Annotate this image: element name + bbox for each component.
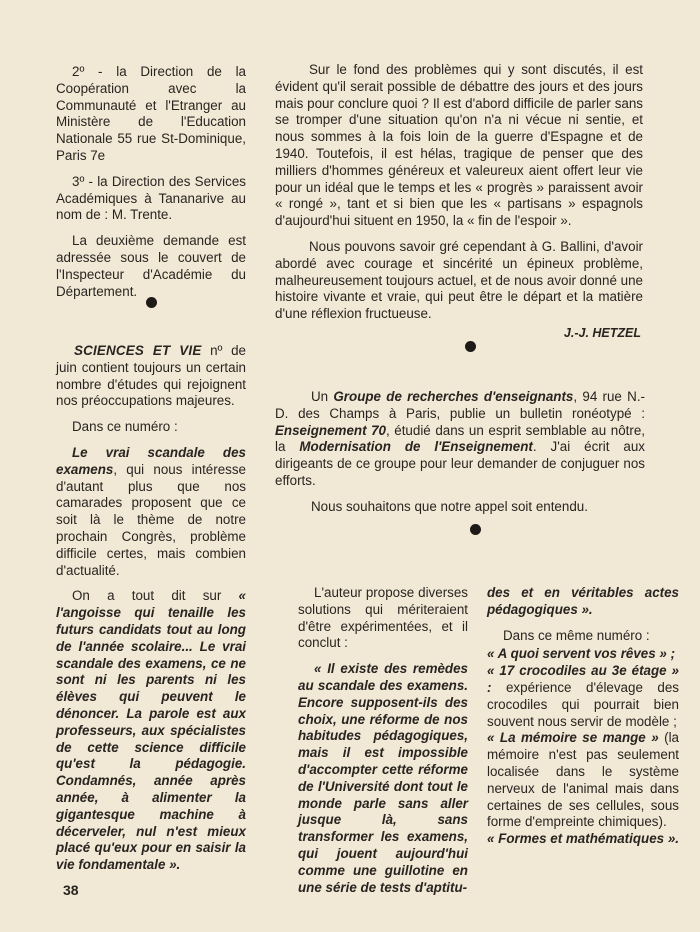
bulletin-name: Enseignement 70 (275, 422, 386, 438)
article-scandale-text: , qui nous intéresse d'autant plus que nos camarades proposent que ce soit là le thème de notre prochain Congrès, problème difficile certes, mais combien d'actualité. (56, 461, 246, 578)
magazine-intro-text: nº de juin contient toujours un certain nombre d'études qui rejoignent nos préoccupations majeures. (56, 343, 246, 409)
middle-bottom-column (298, 585, 468, 905)
right-top-column (275, 62, 643, 342)
item-memoire-text: (la mémoire n'est pas seulement localisée dans le système nerveux de l'animal mais dans certaines de ses cellules, sous forme d'empreinte chimiques). (487, 730, 679, 830)
groupe-closing: . J'ai écrit aux dirigeants de ce groupe pour leur demander de conjuguer nos efforts. (275, 439, 645, 488)
list-item-crocodiles (487, 663, 679, 730)
list-item-formes (487, 831, 679, 848)
section-bullet (470, 524, 481, 535)
paragraph-deuxieme-demande: La deuxième demande est adressée sous le couvert de l'Inspecteur d'Académie du Département. (56, 233, 246, 299)
right-mid-column (275, 389, 645, 525)
list-item-memoire (487, 730, 679, 831)
paragraph-remedes-quote: « Il existe des remèdes au scandale des examens. Encore supposent-ils des choix, une réforme de nos habitudes pédagogiques, mais il est impossible d'accompter cette réforme de l'Université dont tout le monde parle sans aller jusque là, sans transformer les examens, qui jouent aujourd'hui comme une guillotine en une série de tests d'aptitu- (298, 661, 468, 895)
left-top-column (56, 64, 246, 309)
modernisation-title: Modernisation de l'Enseignement (299, 439, 533, 455)
item-formes-title: « Formes et mathématiques ». (487, 831, 680, 847)
section-bullet (146, 297, 157, 308)
quote-continuation: des et en véritables actes pédagogiques ». (487, 585, 679, 617)
item-reves-title: « A quoi servent vos rêves » ; (487, 646, 676, 662)
tout-dit-quote: « l'angoisse qui tenaille les futurs candidats tout au long de l'année scolaire... Le vrai scandale des examens, ce ne sont ni les parents ni les élèves qui peuvent le dénoncer. La parole est aux professeurs, aux spécialistes de cette science difficile qu'est la pédagogie. Condamnés, année après année, à alimenter la gigantesque machine à décerveler, nul n'est mieux placé qu'eux pour en saisir la vie fondamentale ». (56, 588, 246, 873)
paragraph-on-a-tout-dit (56, 588, 246, 874)
paragraph-meme-numero: Dans ce même numéro : (503, 627, 650, 643)
item-crocodiles-text: expérience d'élevage des crocodiles qui pourrait bien souvent nous servir de modèle ; (487, 679, 679, 729)
left-bottom-column (56, 343, 246, 883)
paragraph-vrai-scandale (56, 445, 246, 579)
page-number: 38 (63, 882, 79, 898)
paragraph-direction-services: 3º - la Direction des Services Académiques à Tananarive au nom de : M. Trente. (56, 173, 246, 223)
tout-dit-intro: On a tout dit sur (72, 588, 239, 604)
section-bullet (465, 341, 476, 352)
list-item-reves (487, 646, 679, 663)
item-crocodiles-title: « 17 crocodiles au 3e étage » : (487, 663, 679, 695)
signature: J.-J. HETZEL (563, 325, 641, 340)
paragraph-auteur-propose: L'auteur propose diverses solutions qui mériteraient d'être expérimentées, et il conclut : (298, 585, 468, 651)
paragraph-groupe-recherches (275, 389, 645, 490)
item-memoire-title: « La mémoire se mange » (487, 730, 659, 746)
paragraph-appel: Nous souhaitons que notre appel soit entendu. (311, 498, 588, 514)
paragraph-fond-problemes: Sur le fond des problèmes qui y sont discutés, il est évident qu'il serait possible de débattre des jours et des jours mais pour conclure quoi ? Il est d'abord difficile de parler sans se tromper d'une situation qu'on n'a ni vécue ni sentie, et nous sommes à la fois loin de la guerre d'Espagne et de 1940. Toutefois, il est hélas, tragique de penser que des milliers d'hommes généreux et valeureux aient offert leur vie pour un idéal que le temps et les « progrès » paraissent avoir « rongé », tant et si bien que les « partisans » espagnols d'aujourd'hui situent en 1950, la « fin de l'espoir ». (275, 62, 643, 229)
groupe-name: Groupe de recherches d'enseignants (333, 389, 574, 404)
groupe-address: , 94 rue N.-D. des Champs à Paris, publie un bulletin ronéotypé : (275, 389, 645, 421)
article-title-scandale: Le vrai scandale des examens (56, 444, 246, 477)
bulletin-desc: , étudié dans un esprit semblable au nôtre, la (275, 422, 645, 455)
magazine-title: SCIENCES ET VIE (74, 343, 202, 358)
paragraph-dans-ce-numero: Dans ce numéro : (72, 419, 178, 435)
paragraph-direction-cooperation: 2º - la Direction de la Coopération avec la Communauté et l'Etranger au Ministère de l'Education Nationale 55 rue St-Dominique, Paris 7e (56, 64, 246, 163)
paragraph-sciences-et-vie (56, 343, 246, 410)
right-bottom-column (487, 585, 679, 848)
paragraph-ballini: Nous pouvons savoir gré cependant à G. Ballini, d'avoir abordé avec courage et sincérité un épineux problème, malheureusement toujours actuel, et de nous avoir donné une histoire vivante et vraie, qui peut être le départ et la matière d'une réflexion fructueuse. (275, 238, 643, 322)
groupe-intro: Un (311, 389, 334, 404)
